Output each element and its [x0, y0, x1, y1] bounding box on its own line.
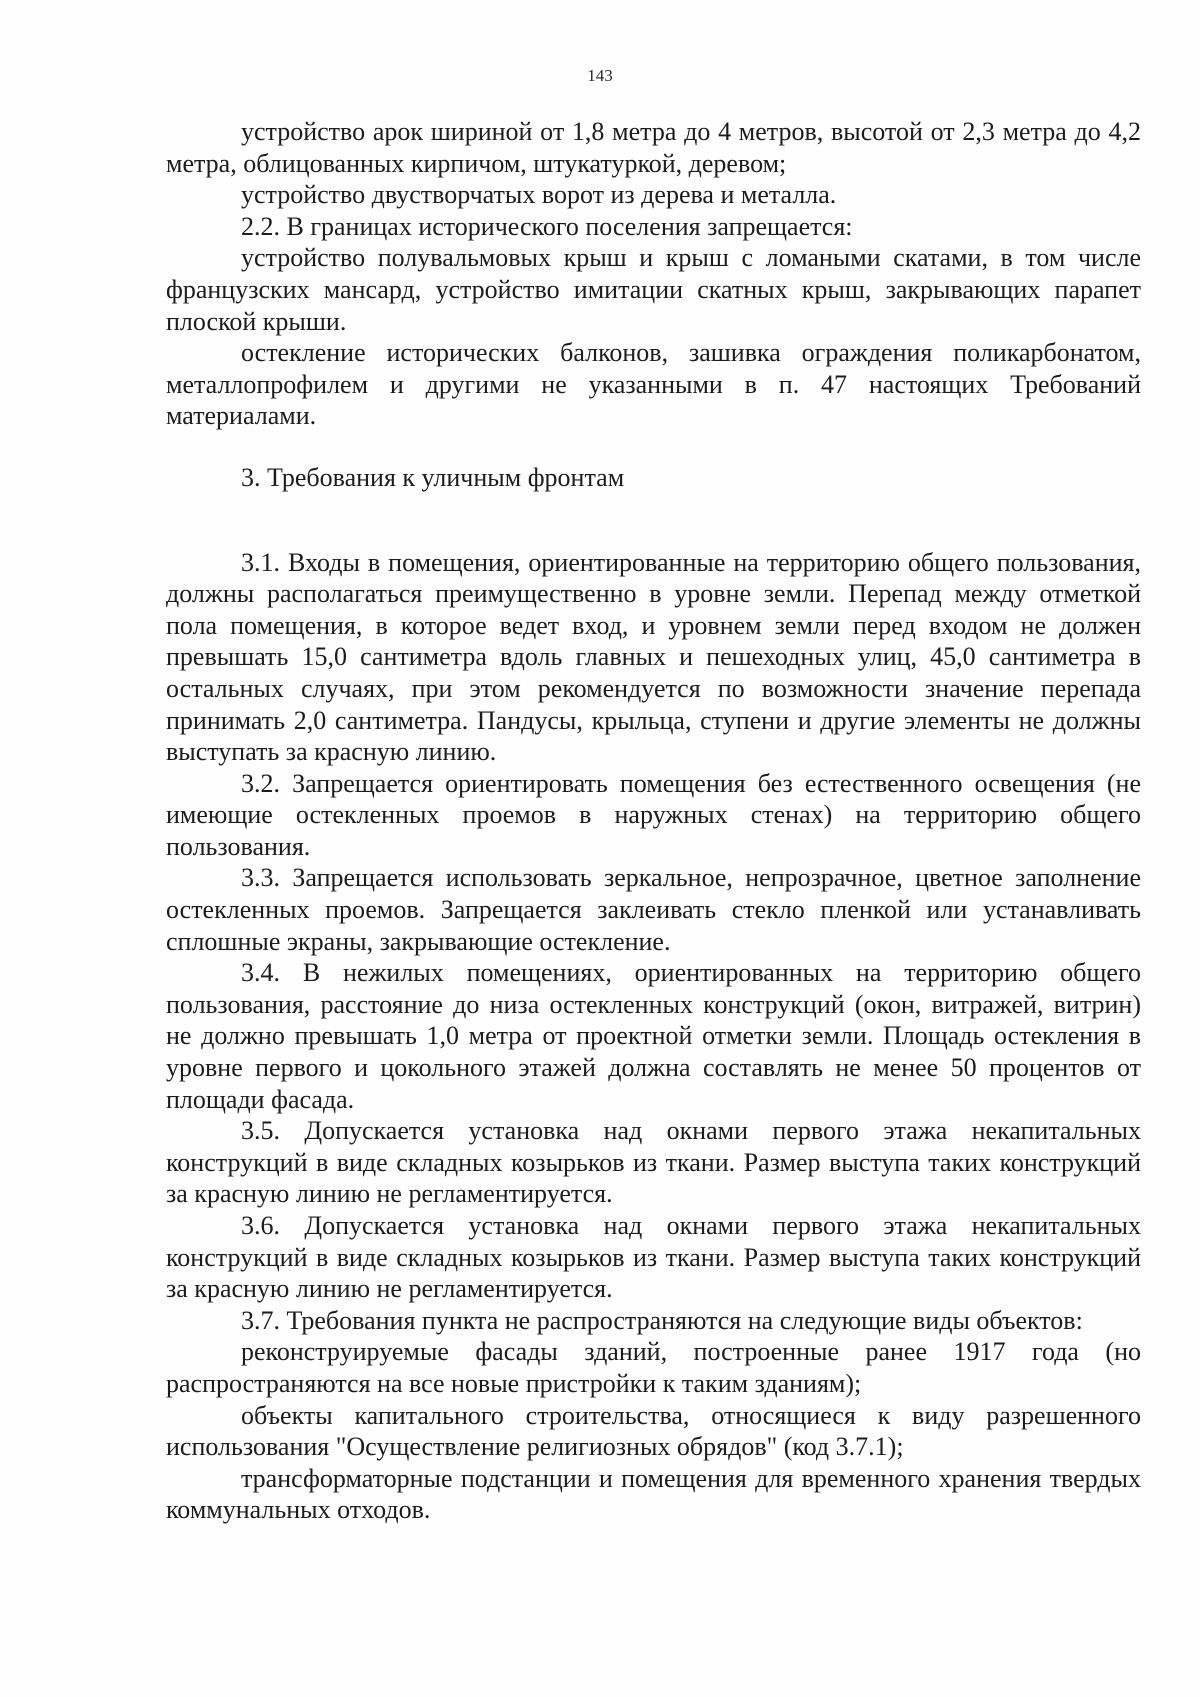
- paragraph-3-5: 3.5. Допускается установка над окнами первого этажа некапитальных конструкций в виде складных козырьков из ткани. Размер выступа таких конструкций за красную линию не регламентируется.: [166, 1116, 1141, 1209]
- paragraph-balconies: остекление исторических балконов, зашивка ограждения поликарбонатом, металлопрофилем и другими не указанными в п. 47 настоящих Требований материалами.: [166, 338, 1141, 431]
- paragraph-roofs: устройство полувальмовых крыш и крыш с ломаными скатами, в том числе французских мансард, устройство имитации скатных крыш, закрывающих парапет плоской крыши.: [166, 243, 1141, 336]
- paragraph-3-6: 3.6. Допускается установка над окнами первого этажа некапитальных конструкций в виде складных козырьков из ткани. Размер выступа таких конструкций за красную линию не регламентируется.: [166, 1211, 1141, 1304]
- paragraph-prohibitions-intro: 2.2. В границах исторического поселения запрещается:: [241, 211, 853, 241]
- page-number: 143: [587, 66, 613, 85]
- paragraph-3-1: 3.1. Входы в помещения, ориентированные на территорию общего пользования, должны располагаться преимущественно в уровне земли. Перепад между отметкой пола помещения, в которое ведет вход, и уровнем земли перед входом не должен превышать 15,0 сантиметра вдоль главных и пешеходных улиц, 45,0 сантиметра в остальных случаях, при этом рекомендуется по возможности значение перепада принимать 2,0 сантиметра. Пандусы, крыльца, ступени и другие элементы не должны выступать за красную линию.: [166, 547, 1141, 767]
- paragraph-exception-facades: реконструируемые фасады зданий, построенные ранее 1917 года (но распространяются на все новые пристройки к таким зданиям);: [166, 1337, 1141, 1398]
- section-heading: 3. Требования к уличным фронтам: [241, 462, 625, 492]
- paragraph-exception-religious: объекты капитального строительства, относящиеся к виду разрешенного использования "Осуществление религиозных обрядов" (код 3.7.1);: [166, 1400, 1141, 1462]
- paragraph-3-2: 3.2. Запрещается ориентировать помещения без естественного освещения (не имеющие остекленных проемов в наружных стенах) на территорию общего пользования.: [166, 768, 1141, 861]
- paragraph-3-4: 3.4. В нежилых помещениях, ориентированных на территорию общего пользования, расстояние до низа остекленных конструкций (окон, витражей, витрин) не должно превышать 1,0 метра от проектной отметки земли. Площадь остекления в уровне первого и цокольного этажей должна составлять не менее 50 процентов от площади фасада.: [166, 958, 1141, 1114]
- paragraph-arches: устройство арок шириной от 1,8 метра до 4 метров, высотой от 2,3 метра до 4,2 метра, облицованных кирпичом, штукатуркой, деревом;: [166, 117, 1141, 178]
- paragraph-exception-substations: трансформаторные подстанции и помещения для временного хранения твердых коммунальных отходов.: [166, 1463, 1141, 1525]
- paragraph-gates: устройство двустворчатых ворот из дерева и металла.: [241, 180, 837, 210]
- paragraph-3-7: 3.7. Требования пункта не распространяются на следующие виды объектов:: [241, 1305, 1083, 1335]
- paragraph-3-3: 3.3. Запрещается использовать зеркальное, непрозрачное, цветное заполнение остекленных проемов. Запрещается заклеивать стекло пленкой или устанавливать сплошные экраны, закрывающие остекление.: [166, 863, 1141, 956]
- document-body: [166, 116, 1141, 1526]
